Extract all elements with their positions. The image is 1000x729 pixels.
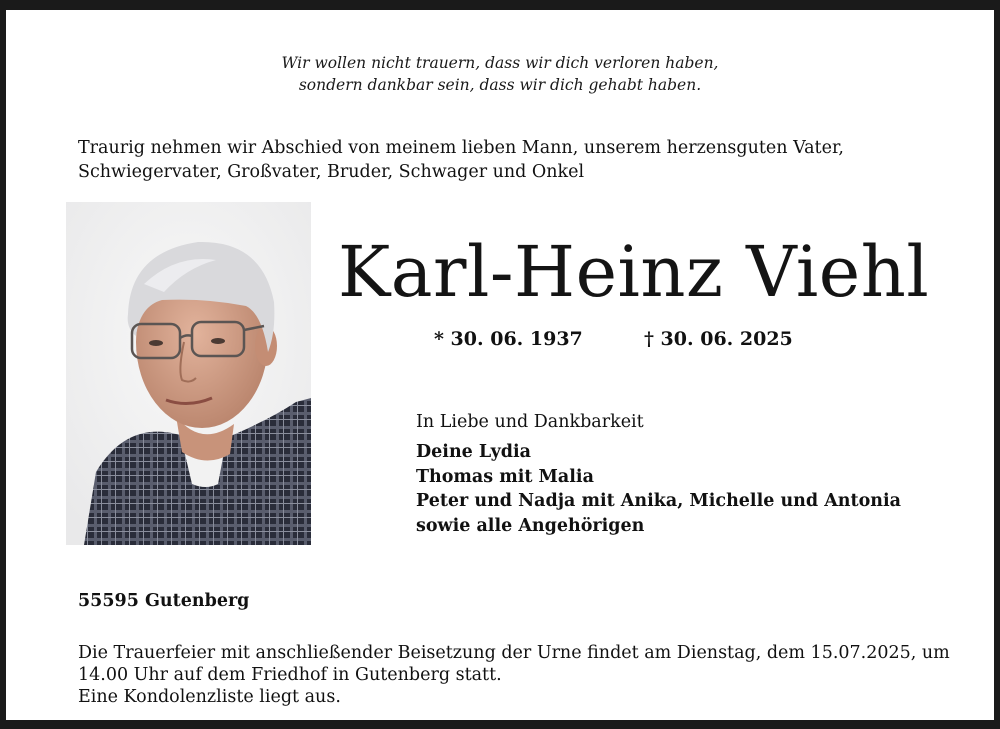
- funeral-notice: [78, 642, 954, 708]
- motto-line-1: Wir wollen nicht trauern, dass wir dich verloren haben,: [281, 54, 719, 72]
- portrait-photo: [66, 202, 311, 545]
- death-date: † 30. 06. 2025: [644, 328, 793, 350]
- intro-text: [78, 136, 934, 184]
- family-member: Peter und Nadja mit Anika, Michelle und Antonia: [416, 491, 902, 511]
- intro-line-2: Schwiegervater, Großvater, Bruder, Schwager und Onkel: [78, 162, 585, 182]
- family-member: sowie alle Angehörigen: [416, 515, 645, 536]
- notice-line-2: 14.00 Uhr auf dem Friedhof in Gutenberg statt.: [78, 665, 502, 685]
- notice-line-3: Eine Kondolenzliste liegt aus.: [78, 687, 341, 707]
- closing-phrase: In Liebe und Dankbarkeit: [416, 412, 644, 432]
- family-member: Deine Lydia: [416, 442, 531, 462]
- family-member: Thomas mit Malia: [416, 466, 594, 487]
- motto: [6, 52, 994, 96]
- notice-line-1: Die Trauerfeier mit anschließender Beisetzung der Urne findet am Dienstag, dem 15.07.2025, um: [78, 643, 950, 663]
- location: 55595 Gutenberg: [78, 591, 250, 611]
- birth-date: * 30. 06. 1937: [434, 328, 583, 350]
- deceased-name: Karl-Heinz Viehl: [338, 231, 930, 313]
- family-list: [416, 440, 901, 538]
- intro-line-1: Traurig nehmen wir Abschied von meinem lieben Mann, unserem herzensguten Vater,: [78, 138, 844, 158]
- motto-line-2: sondern dankbar sein, dass wir dich gehabt haben.: [298, 76, 702, 94]
